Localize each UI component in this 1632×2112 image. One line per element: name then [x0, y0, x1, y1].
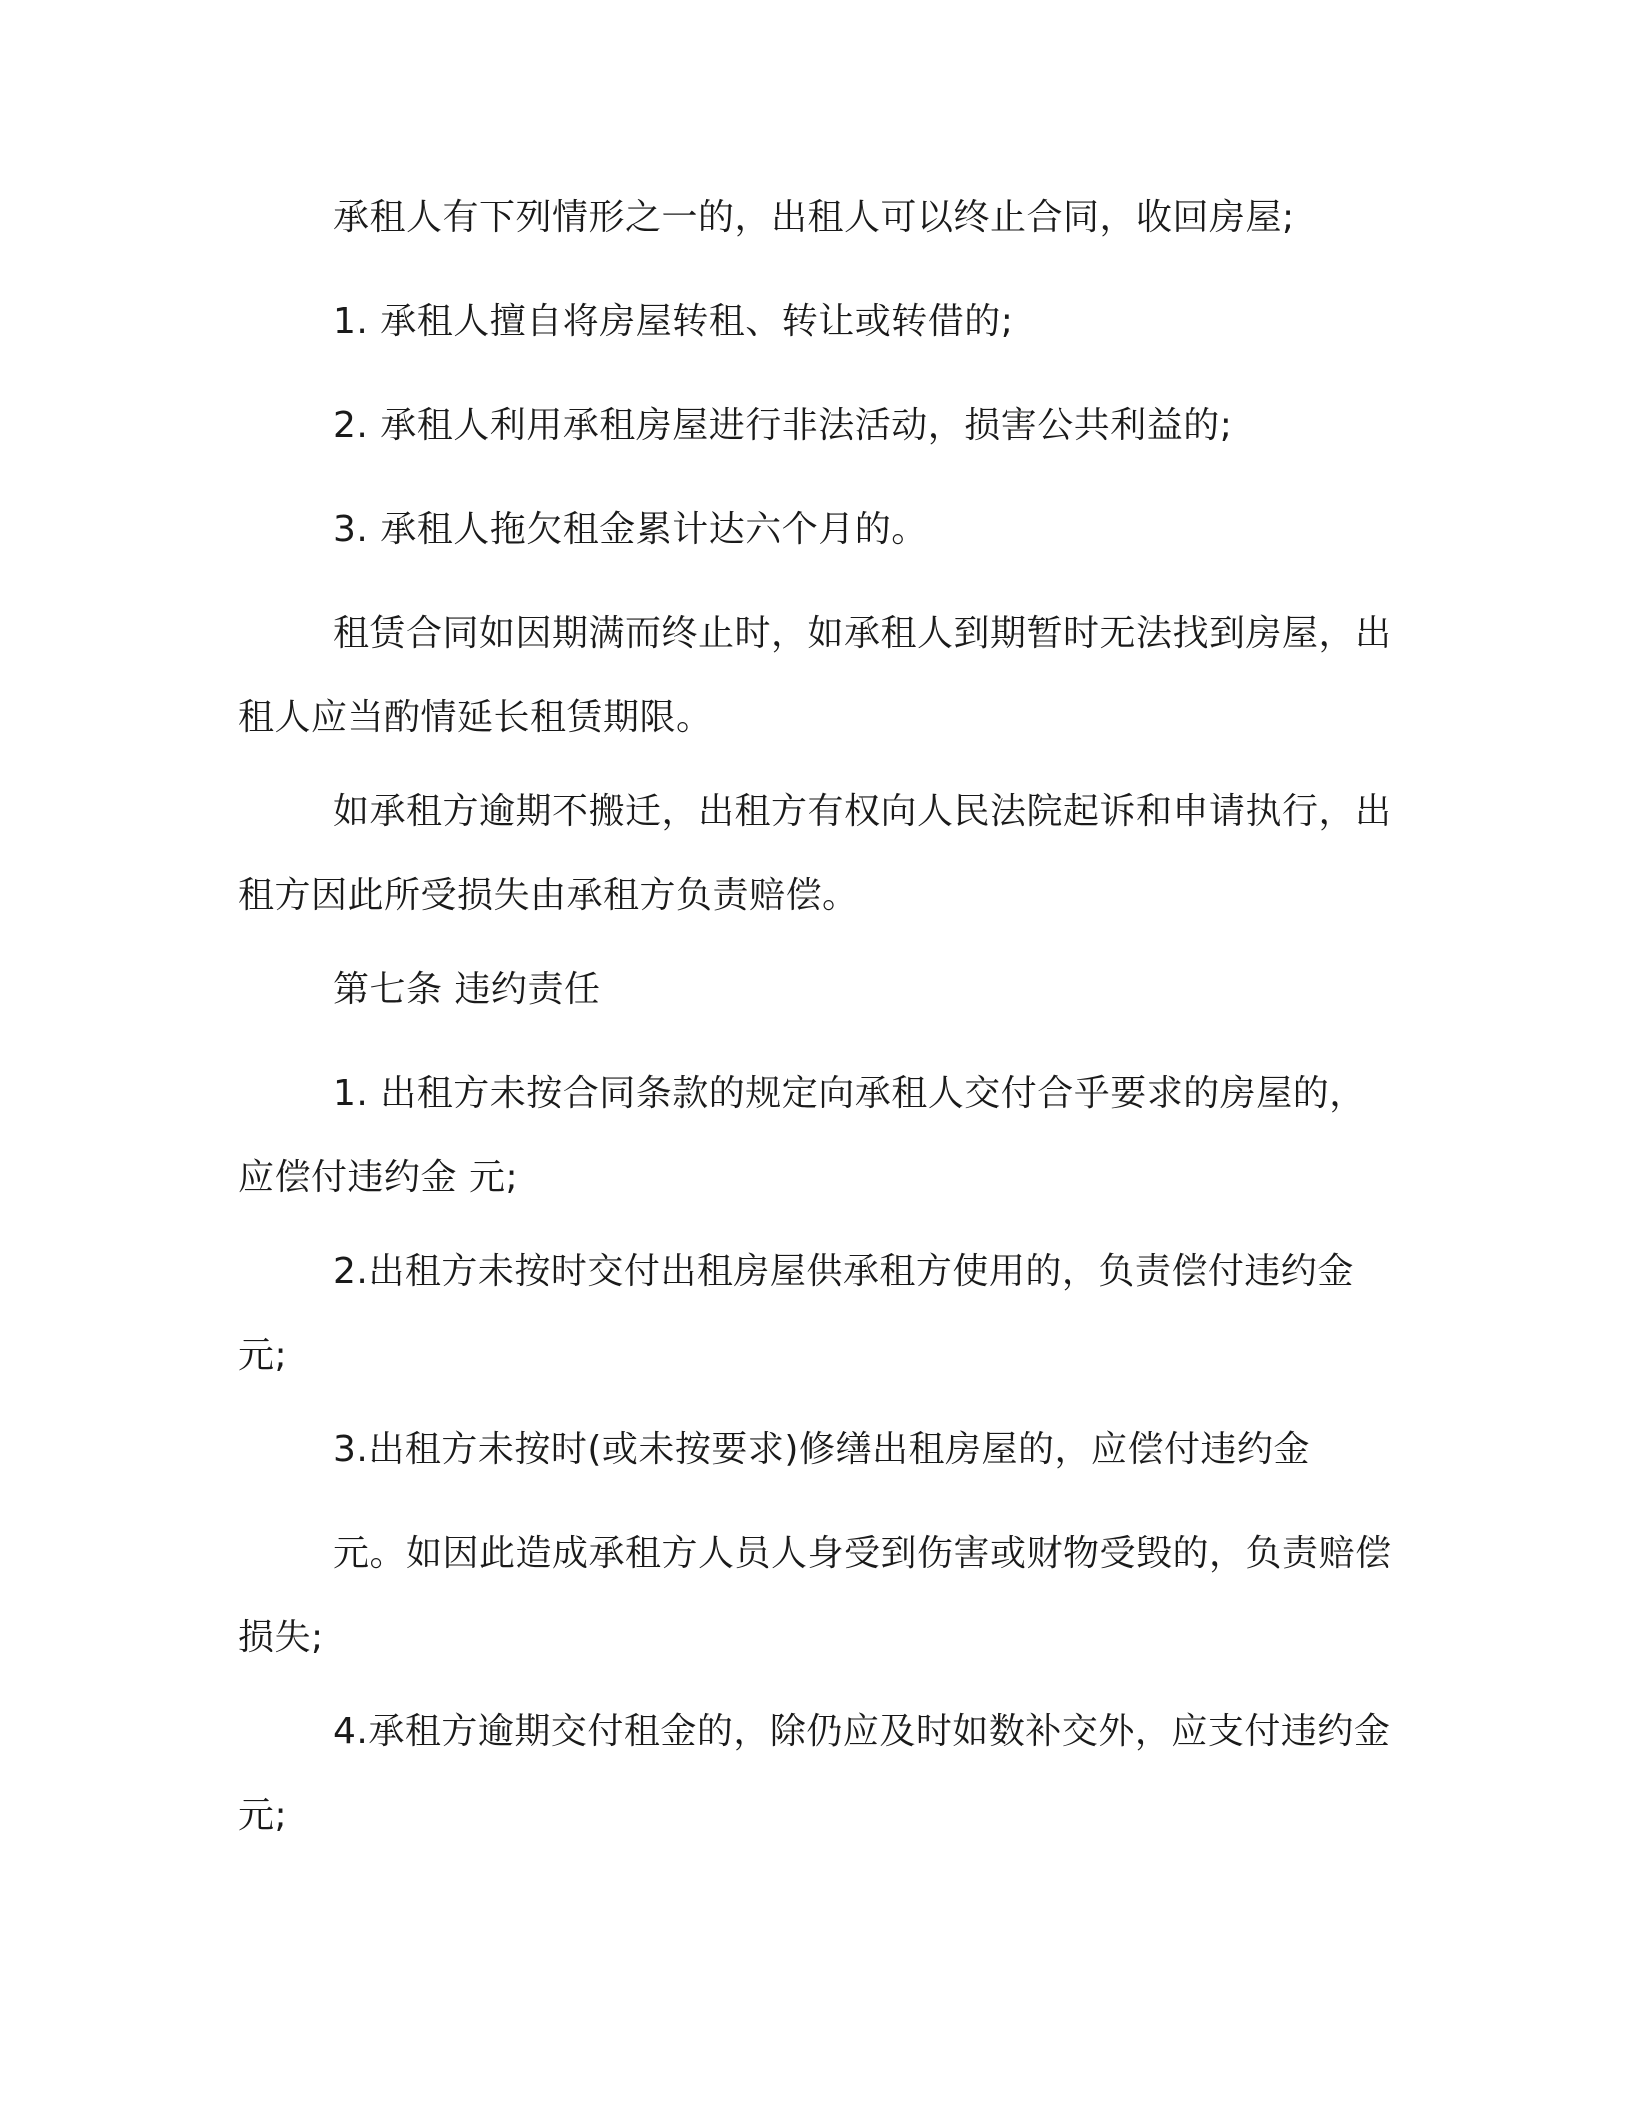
- paragraph-breach-3-continued: 元。如因此造成承租方人员人身受到伤害或财物受毁的，负责赔偿损失;: [238, 1533, 1392, 1658]
- paragraph-lease-expiry: 租赁合同如因期满而终止时，如承租人到期暂时无法找到房屋，出租人应当酌情延长租赁期限。: [238, 613, 1392, 738]
- paragraph-item-1-sublet: 1. 承租人擅自将房屋转租、转让或转借的;: [333, 301, 1014, 342]
- paragraph-item-3-rent-arrears: 3. 承租人拖欠租金累计达六个月的。: [333, 509, 928, 550]
- paragraph-termination-conditions: 承租人有下列情形之一的，出租人可以终止合同，收回房屋;: [333, 197, 1295, 238]
- paragraph-breach-1: 1. 出租方未按合同条款的规定向承租人交付合乎要求的房屋的，应偿付违约金 元;: [238, 1073, 1366, 1198]
- paragraph-overdue-relocation: 如承租方逾期不搬迁，出租方有权向人民法院起诉和申请执行，出租方因此所受损失由承租方负责赔偿。: [238, 791, 1392, 916]
- paragraph-breach-2: 2.出租方未按时交付出租房屋供承租方使用的，负责偿付违约金 元;: [238, 1251, 1354, 1376]
- paragraph-breach-3: 3.出租方未按时(或未按要求)修缮出租房屋的，应偿付违约金: [333, 1429, 1310, 1470]
- section-heading-article-7: 第七条 违约责任: [333, 969, 601, 1010]
- paragraph-breach-4: 4.承租方逾期交付租金的，除仍应及时如数补交外，应支付违约金 元;: [238, 1711, 1391, 1836]
- paragraph-item-2-illegal-use: 2. 承租人利用承租房屋进行非法活动，损害公共利益的;: [333, 405, 1233, 446]
